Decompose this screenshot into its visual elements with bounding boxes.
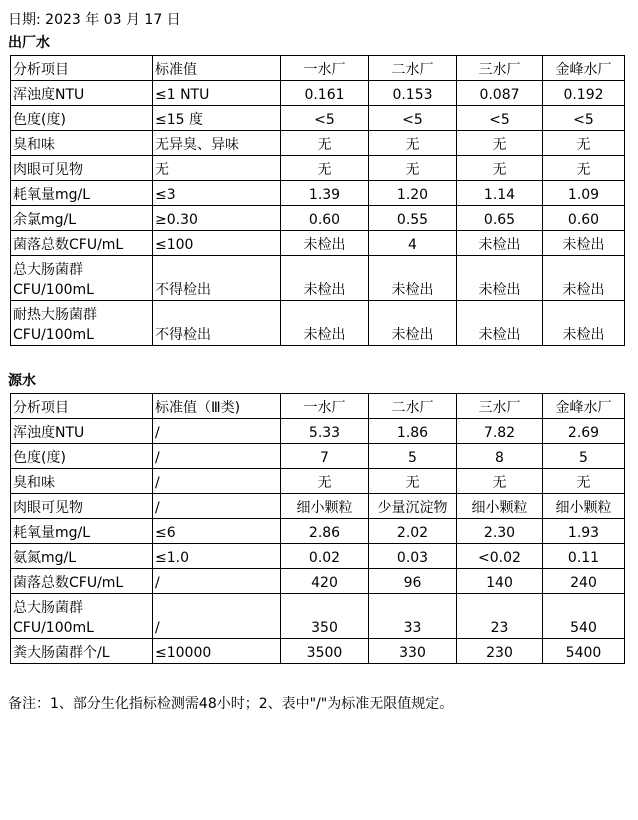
- value-cell: 0.153: [369, 81, 457, 106]
- table-row: [11, 131, 625, 156]
- value-cell: 0.087: [457, 81, 543, 106]
- value-cell: <5: [369, 106, 457, 131]
- value-cell: 1.93: [543, 519, 625, 544]
- standard-cell: 无: [153, 156, 281, 181]
- value-cell: 3500: [281, 639, 369, 664]
- table-row: [11, 469, 625, 494]
- value-cell: 未检出: [543, 301, 625, 346]
- table-row: [11, 106, 625, 131]
- value-cell: 1.14: [457, 181, 543, 206]
- table-row: [11, 494, 625, 519]
- table-row: [11, 444, 625, 469]
- column-header: 分析项目: [11, 56, 153, 81]
- standard-cell: 不得检出: [153, 256, 281, 301]
- value-cell: 0.60: [281, 206, 369, 231]
- footnote: 备注：1、部分生化指标检测需48小时；2、表中"/"为标准无限值规定。: [8, 696, 454, 712]
- value-cell: 5: [369, 444, 457, 469]
- value-cell: 无: [369, 131, 457, 156]
- item-cell: 色度(度): [11, 106, 153, 131]
- item-cell: 耐热大肠菌群CFU/100mL: [11, 301, 153, 346]
- standard-cell: ≤10000: [153, 639, 281, 664]
- value-cell: 无: [457, 131, 543, 156]
- standard-cell: ≤3: [153, 181, 281, 206]
- report-date: 日期: 2023 年 03 月 17 日: [8, 12, 181, 28]
- value-cell: 无: [369, 156, 457, 181]
- value-cell: 240: [543, 569, 625, 594]
- value-cell: 无: [543, 131, 625, 156]
- value-cell: 细小颗粒: [457, 494, 543, 519]
- value-cell: 1.86: [369, 419, 457, 444]
- value-cell: <0.02: [457, 544, 543, 569]
- item-cell: 菌落总数CFU/mL: [11, 569, 153, 594]
- value-cell: 未检出: [457, 231, 543, 256]
- item-cell: 氨氮mg/L: [11, 544, 153, 569]
- column-header: 三水厂: [457, 394, 543, 419]
- value-cell: 0.60: [543, 206, 625, 231]
- value-cell: 未检出: [457, 301, 543, 346]
- value-cell: 4: [369, 231, 457, 256]
- finished-water-table: [10, 55, 625, 346]
- header-row: [11, 56, 625, 81]
- value-cell: 140: [457, 569, 543, 594]
- item-cell: 耗氧量mg/L: [11, 181, 153, 206]
- table-row: [11, 594, 625, 639]
- value-cell: 5: [543, 444, 625, 469]
- value-cell: 未检出: [281, 231, 369, 256]
- column-header: 标准值（Ⅲ类): [153, 394, 281, 419]
- section-title-finished-water: 出厂水: [8, 35, 50, 51]
- value-cell: 无: [543, 156, 625, 181]
- value-cell: 0.55: [369, 206, 457, 231]
- header-row: [11, 394, 625, 419]
- value-cell: 5400: [543, 639, 625, 664]
- value-cell: 2.02: [369, 519, 457, 544]
- standard-cell: ≥0.30: [153, 206, 281, 231]
- column-header: 标准值: [153, 56, 281, 81]
- table-row: [11, 156, 625, 181]
- value-cell: 无: [369, 469, 457, 494]
- value-cell: 无: [543, 469, 625, 494]
- value-cell: 8: [457, 444, 543, 469]
- value-cell: 少量沉淀物: [369, 494, 457, 519]
- column-header: 二水厂: [369, 56, 457, 81]
- column-header: 金峰水厂: [543, 56, 625, 81]
- column-header: 一水厂: [281, 394, 369, 419]
- value-cell: 未检出: [543, 256, 625, 301]
- table-row: [11, 181, 625, 206]
- value-cell: 无: [281, 156, 369, 181]
- standard-cell: ≤1 NTU: [153, 81, 281, 106]
- item-cell: 浑浊度NTU: [11, 419, 153, 444]
- table-row: [11, 256, 625, 301]
- item-cell: 总大肠菌群CFU/100mL: [11, 594, 153, 639]
- value-cell: 无: [457, 469, 543, 494]
- value-cell: 无: [281, 469, 369, 494]
- table-row: [11, 519, 625, 544]
- value-cell: 细小颗粒: [281, 494, 369, 519]
- value-cell: 2.69: [543, 419, 625, 444]
- value-cell: 23: [457, 594, 543, 639]
- value-cell: 1.39: [281, 181, 369, 206]
- column-header: 金峰水厂: [543, 394, 625, 419]
- table-row: [11, 301, 625, 346]
- item-cell: 臭和味: [11, 131, 153, 156]
- table-row: [11, 639, 625, 664]
- column-header: 分析项目: [11, 394, 153, 419]
- value-cell: <5: [281, 106, 369, 131]
- standard-cell: /: [153, 494, 281, 519]
- value-cell: 细小颗粒: [543, 494, 625, 519]
- value-cell: 230: [457, 639, 543, 664]
- item-cell: 臭和味: [11, 469, 153, 494]
- standard-cell: ≤6: [153, 519, 281, 544]
- item-cell: 色度(度): [11, 444, 153, 469]
- value-cell: 0.65: [457, 206, 543, 231]
- value-cell: 350: [281, 594, 369, 639]
- value-cell: 1.09: [543, 181, 625, 206]
- value-cell: 0.02: [281, 544, 369, 569]
- item-cell: 浑浊度NTU: [11, 81, 153, 106]
- standard-cell: ≤100: [153, 231, 281, 256]
- standard-cell: 不得检出: [153, 301, 281, 346]
- value-cell: <5: [543, 106, 625, 131]
- item-cell: 耗氧量mg/L: [11, 519, 153, 544]
- table-row: [11, 544, 625, 569]
- value-cell: 无: [281, 131, 369, 156]
- source-water-table: [10, 393, 625, 664]
- value-cell: 未检出: [369, 301, 457, 346]
- value-cell: 33: [369, 594, 457, 639]
- value-cell: 7: [281, 444, 369, 469]
- value-cell: 0.161: [281, 81, 369, 106]
- table-row: [11, 81, 625, 106]
- table-row: [11, 419, 625, 444]
- value-cell: 420: [281, 569, 369, 594]
- value-cell: 未检出: [457, 256, 543, 301]
- value-cell: 无: [457, 156, 543, 181]
- value-cell: 330: [369, 639, 457, 664]
- standard-cell: /: [153, 569, 281, 594]
- table-row: [11, 206, 625, 231]
- item-cell: 余氯mg/L: [11, 206, 153, 231]
- item-cell: 肉眼可见物: [11, 494, 153, 519]
- value-cell: 5.33: [281, 419, 369, 444]
- table-row: [11, 231, 625, 256]
- value-cell: 未检出: [543, 231, 625, 256]
- value-cell: 未检出: [281, 256, 369, 301]
- standard-cell: 无异臭、异味: [153, 131, 281, 156]
- item-cell: 菌落总数CFU/mL: [11, 231, 153, 256]
- column-header: 一水厂: [281, 56, 369, 81]
- value-cell: 未检出: [281, 301, 369, 346]
- table-row: [11, 569, 625, 594]
- value-cell: 1.20: [369, 181, 457, 206]
- value-cell: 540: [543, 594, 625, 639]
- value-cell: 0.192: [543, 81, 625, 106]
- section-title-source-water: 源水: [8, 373, 36, 389]
- value-cell: 0.11: [543, 544, 625, 569]
- value-cell: 2.86: [281, 519, 369, 544]
- value-cell: 未检出: [369, 256, 457, 301]
- item-cell: 肉眼可见物: [11, 156, 153, 181]
- item-cell: 总大肠菌群CFU/100mL: [11, 256, 153, 301]
- item-cell: 粪大肠菌群个/L: [11, 639, 153, 664]
- standard-cell: /: [153, 419, 281, 444]
- column-header: 二水厂: [369, 394, 457, 419]
- value-cell: 0.03: [369, 544, 457, 569]
- value-cell: 7.82: [457, 419, 543, 444]
- standard-cell: /: [153, 594, 281, 639]
- standard-cell: ≤15 度: [153, 106, 281, 131]
- standard-cell: ≤1.0: [153, 544, 281, 569]
- value-cell: <5: [457, 106, 543, 131]
- column-header: 三水厂: [457, 56, 543, 81]
- value-cell: 2.30: [457, 519, 543, 544]
- standard-cell: /: [153, 444, 281, 469]
- standard-cell: /: [153, 469, 281, 494]
- value-cell: 96: [369, 569, 457, 594]
